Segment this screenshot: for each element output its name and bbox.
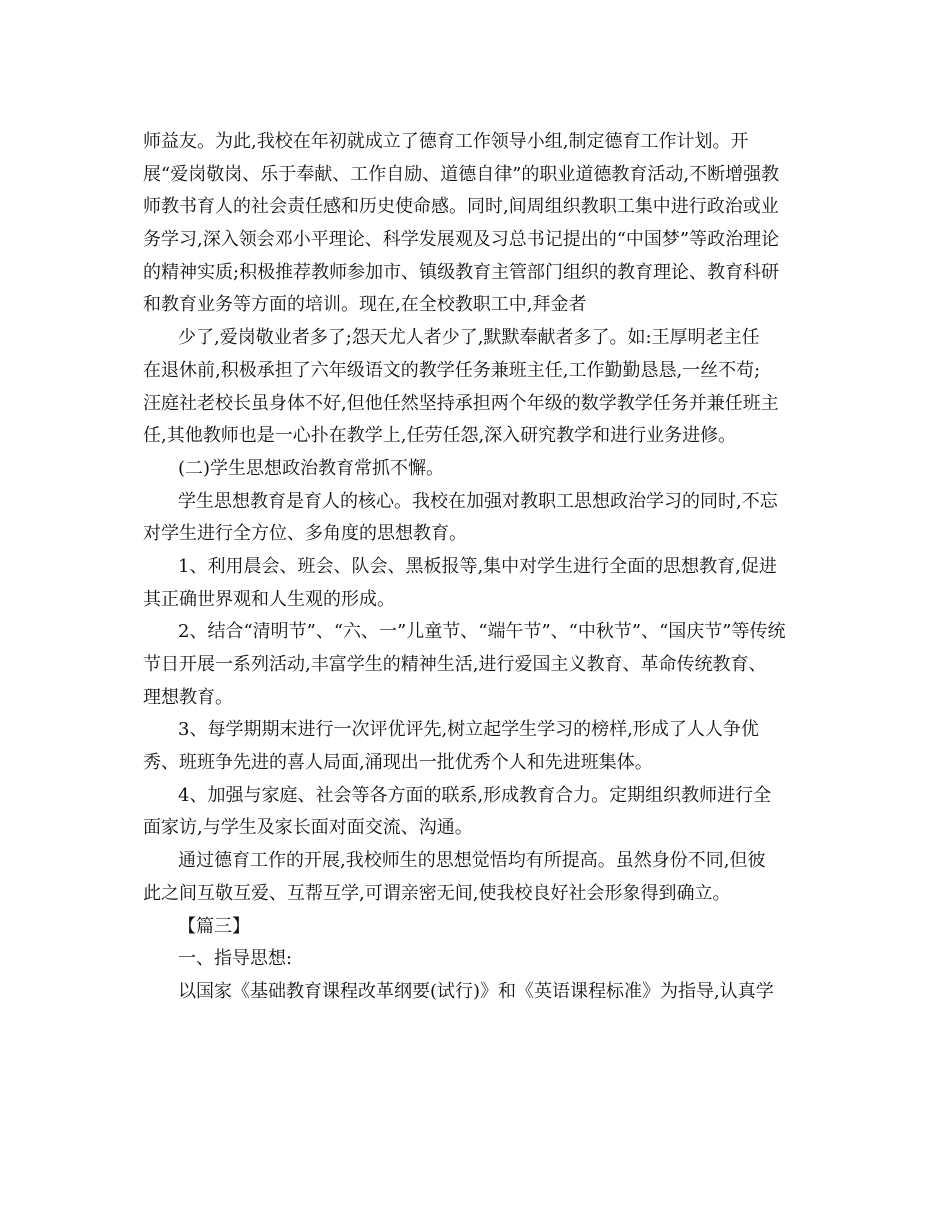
text-line: 秀、班班争先进的喜人局面,涌现出一批优秀个人和先进班集体。: [143, 752, 653, 774]
text-line: 1、利用晨会、班会、队会、黑板报等,集中对学生进行全面的思想教育,促进: [178, 555, 777, 577]
text-line: 节日开展一系列活动,丰富学生的精神生活,进行爱国主义教育、革命传统教育、: [143, 654, 767, 675]
text-line: 面家访,与学生及家长面对面交流、沟通。: [143, 817, 473, 839]
text-line: 汪庭社老校长虽身体不好,但他任然坚持承担两个年级的数学教学任务并兼任班主: [143, 392, 779, 414]
text-line: 其正确世界观和人生观的形成。: [143, 588, 395, 610]
text-line: 【篇三】: [178, 915, 250, 937]
text-line: 学生思想教育是育人的核心。我校在加强对教职工思想政治学习的同时,不忘: [178, 490, 778, 512]
text-line: 2、结合“清明节”、“六、一”儿童节、“端午节”、“中秋节”、“国庆节”等传统: [178, 621, 786, 643]
text-line: 和教育业务等方面的培训。现在,在全校教职工中,拜金者: [143, 294, 587, 316]
text-line: 3、每学期期末进行一次评优评先,树立起学生学习的榜样,形成了人人争优: [178, 719, 759, 741]
text-line: 的精神实质;积极推荐教师参加市、镇级教育主管部门组织的教育理论、教育科研: [143, 261, 780, 283]
text-line: 师益友。为此,我校在年初就成立了德育工作领导小组,制定德育工作计划。开: [143, 131, 749, 152]
document-body: [143, 126, 808, 1009]
text-line: 展“爱岗敬岗、乐于奉献、工作自励、道德自律”的职业道德教育活动,不断增强教: [143, 163, 780, 185]
text-line: 在退休前,积极承担了六年级语文的教学任务兼班主任,工作勤勤恳恳,一丝不苟;: [143, 359, 761, 381]
text-line: 师教书育人的社会责任感和历史使命感。同时,间周组织教职工集中进行政治或业: [143, 196, 779, 218]
text-line: 务学习,深入领会邓小平理论、科学发展观及习总书记提出的“中国梦”等政治理论: [143, 229, 780, 251]
text-line: 对学生进行全方位、多角度的思想教育。: [143, 523, 467, 545]
text-line: 理想教育。: [143, 686, 233, 708]
text-line: 以国家《基础教育课程改革纲要(试行)》和《英语课程标准》为指导,认真学: [178, 980, 774, 1002]
text-line: (二)学生思想政治教育常抓不懈。: [178, 457, 445, 479]
text-line: 此之间互敬互爱、互帮互学,可谓亲密无间,使我校良好社会形象得到确立。: [143, 882, 731, 904]
text-line: 4、加强与家庭、社会等各方面的联系,形成教育合力。定期组织教师进行全: [178, 784, 772, 806]
text-line: 任,其他教师也是一心扑在教学上,任劳任怨,深入研究教学和进行业务进修。: [143, 425, 737, 447]
text-line: 一、指导思想:: [178, 948, 293, 970]
text-line: 通过德育工作的开展,我校师生的思想觉悟均有所提高。虽然身份不同,但彼: [178, 850, 766, 872]
text-line: 少了,爱岗敬业者多了;怨天尤人者少了,默默奉献者多了。如:王厚明老主任: [178, 327, 760, 349]
